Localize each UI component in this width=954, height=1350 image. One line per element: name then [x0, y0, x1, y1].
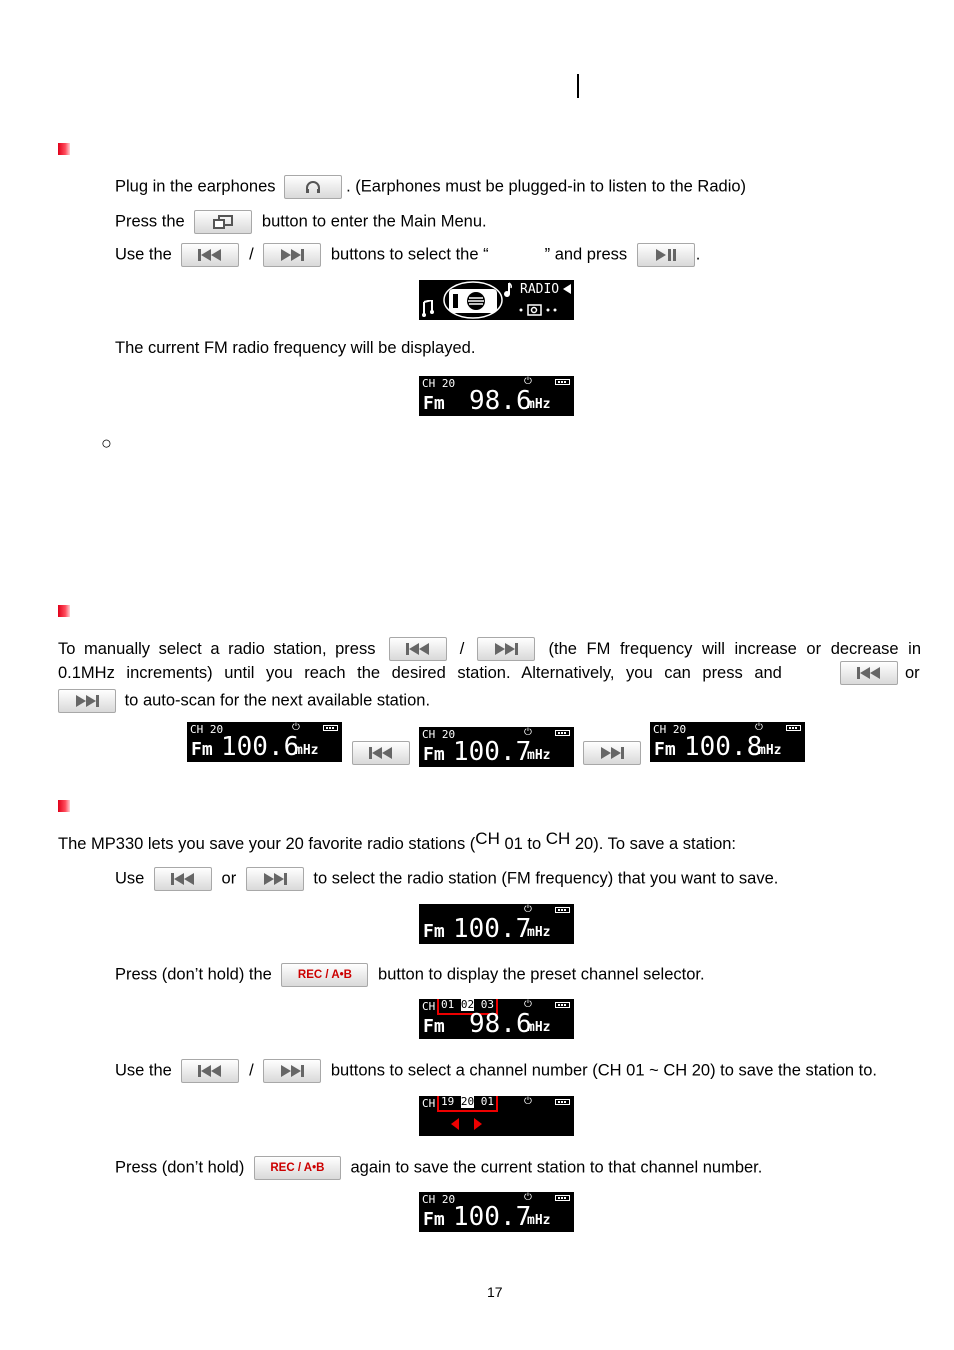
rec-ab-button [254, 1156, 341, 1180]
power-icon: ⏻ [755, 722, 763, 733]
next-icon [263, 873, 287, 885]
circle-bullet: ○ [101, 433, 112, 453]
prev-icon [198, 249, 222, 261]
step-text: button to enter the Main Menu. [261, 212, 487, 231]
next-button [477, 637, 535, 661]
lcd-preset-selector [419, 999, 574, 1039]
next-icon [280, 249, 304, 261]
rec-ab-label: REC / A•B [270, 1162, 325, 1174]
page-number: 17 [487, 1284, 503, 1300]
preset-channel-selected: 02 [460, 999, 475, 1011]
radio-icon [443, 281, 503, 319]
lcd-unit: mHz [527, 1213, 551, 1228]
section-bullet [58, 605, 70, 617]
power-icon: ⏻ [524, 904, 532, 915]
step-text: . [695, 245, 701, 264]
manual-text: to auto-scan for the next available station. [124, 691, 431, 710]
manual-line-3 [58, 689, 430, 713]
save-text: Press (don’t hold) the [115, 965, 272, 984]
next-icon [280, 1065, 304, 1077]
manual-text: 0.1MHz increments) until you reach the desired station. Alternatively, you can press and [58, 664, 782, 682]
arrow-left-icon [563, 284, 571, 294]
lcd-unit: mHz [527, 748, 551, 763]
power-icon: ⏻ [524, 376, 532, 387]
prev-icon [198, 1065, 222, 1077]
lcd-saved-station [419, 1192, 574, 1232]
lcd-unit: mHz [295, 743, 319, 758]
save-step-1 [115, 867, 778, 891]
step-text: buttons to select the “ [330, 245, 489, 264]
lcd-channel: CH 20 [422, 1193, 456, 1206]
next-button [246, 867, 304, 891]
music-note-icon [421, 300, 435, 318]
next-button [58, 689, 116, 713]
camera-icon [519, 302, 559, 316]
step-text: ” and press [544, 245, 628, 264]
next-button [263, 243, 321, 267]
prev-button [154, 867, 212, 891]
note-icon [503, 282, 513, 298]
lcd-unit: mHz [758, 743, 782, 758]
preset-selector [437, 1096, 498, 1112]
save-text: 01 to [499, 835, 546, 853]
earphone-button [284, 175, 342, 199]
lcd-current-frequency [419, 376, 574, 416]
manual-text: (the FM frequency will increase or decrease in [548, 640, 921, 658]
play-pause-icon [655, 249, 677, 261]
lcd-channel: CH 20 [422, 377, 456, 390]
section-bullet [58, 143, 70, 155]
prev-icon [369, 747, 393, 759]
lcd-channel-select [419, 1096, 574, 1136]
save-text: again to save the current station to that channel number. [350, 1158, 763, 1177]
save-ch: CH [545, 829, 571, 848]
radio-label: RADIO [520, 282, 560, 297]
lcd-frequency: 100.6 [221, 732, 300, 762]
lcd-frequency: 100.7 [453, 1202, 532, 1232]
save-text: buttons to select a channel number (CH 01 ~ CH 20) to save the station to. [330, 1061, 878, 1080]
power-icon: ⏻ [524, 1096, 532, 1107]
battery-icon [555, 379, 570, 385]
lcd-band: Fm [191, 739, 213, 760]
battery-icon [555, 1002, 570, 1008]
save-text: to select the radio station (FM frequency) that you want to save. [313, 869, 779, 888]
save-text: 20). To save a station: [570, 835, 737, 853]
lcd-frequency: 100.7 [453, 737, 532, 767]
save-intro [58, 829, 737, 854]
save-step-4 [115, 1156, 762, 1180]
preset-channel-selected: 20 [460, 1096, 475, 1108]
lcd-frequency: 98.6 [469, 386, 532, 416]
power-icon: ⏻ [292, 722, 300, 733]
lcd-frequency: 100.8 [684, 732, 763, 762]
save-text: Press (don’t hold) [115, 1158, 245, 1177]
lcd-save-frequency [419, 904, 574, 944]
manual-line-2 [58, 663, 921, 683]
manual-text: or [905, 664, 920, 682]
save-step-2 [115, 963, 705, 987]
lcd-unit: mHz [527, 925, 551, 940]
save-text: Use [115, 869, 145, 888]
step-frequency-displayed: The current FM radio frequency will be displayed. [115, 339, 476, 357]
next-icon [75, 695, 99, 707]
slash: / [249, 1061, 254, 1080]
lcd-channel: CH [422, 1000, 436, 1013]
step-text: Use the [115, 245, 172, 264]
battery-icon [555, 1099, 570, 1105]
next-button [583, 741, 641, 765]
save-step-3 [115, 1059, 877, 1083]
slash: / [249, 245, 254, 264]
header-divider [577, 74, 579, 98]
lcd-band: Fm [654, 739, 676, 760]
lcd-band: Fm [423, 921, 445, 942]
prev-button [389, 637, 447, 661]
battery-icon [555, 730, 570, 736]
next-button [263, 1059, 321, 1083]
lcd-band: Fm [423, 1209, 445, 1230]
prev-button [840, 661, 898, 685]
lcd-channel: CH 20 [422, 728, 456, 741]
prev-button [181, 243, 239, 267]
power-icon: ⏻ [524, 999, 532, 1010]
lcd-channel: CH [422, 1097, 436, 1110]
lcd-unit: mHz [527, 397, 551, 412]
menu-button [194, 210, 252, 234]
lcd-frequency: 100.7 [453, 914, 532, 944]
lcd-frequency: 98.6 [469, 1009, 532, 1039]
manual-text: To manually select a radio station, press [58, 640, 376, 658]
prev-button [352, 741, 410, 765]
power-icon: ⏻ [524, 727, 532, 738]
battery-icon [555, 1195, 570, 1201]
preset-channel: 01 [441, 999, 455, 1011]
radio-menu-screen [419, 280, 574, 320]
section-bullet [58, 800, 70, 812]
lcd-band: Fm [423, 744, 445, 765]
step-text: Plug in the earphones [115, 177, 276, 196]
step-text: Press the [115, 212, 185, 231]
prev-button [181, 1059, 239, 1083]
preset-channel: 03 [480, 999, 494, 1011]
prev-icon [406, 643, 430, 655]
prev-icon [857, 667, 881, 679]
menu-icon [212, 215, 234, 229]
battery-icon [323, 725, 338, 731]
lcd-channel: CH 20 [653, 723, 687, 736]
save-text: button to display the preset channel selector. [378, 965, 705, 984]
save-ch: CH [475, 829, 500, 848]
slash: / [459, 640, 465, 658]
prev-icon [171, 873, 195, 885]
rec-ab-button [281, 963, 368, 987]
power-icon: ⏻ [524, 1192, 532, 1203]
preset-channel: 19 [441, 1096, 455, 1108]
step-select-radio [115, 243, 700, 267]
arrow-left-icon [451, 1118, 459, 1130]
save-text: or [221, 869, 237, 888]
next-icon [494, 643, 518, 655]
manual-line-1 [58, 637, 921, 661]
lcd-frequency-1006 [187, 722, 342, 762]
battery-icon [786, 725, 801, 731]
arrow-right-icon [474, 1118, 482, 1130]
battery-icon [555, 907, 570, 913]
save-text: The MP330 lets you save your 20 favorite radio stations ( [58, 835, 476, 853]
save-text: Use the [115, 1061, 172, 1080]
play-pause-button [637, 243, 695, 267]
headphones-icon [304, 180, 322, 194]
step-press-menu [115, 210, 487, 234]
next-icon [600, 747, 624, 759]
rec-ab-label: REC / A•B [297, 969, 352, 981]
lcd-frequency-1007 [419, 727, 574, 767]
lcd-unit: mHz [527, 1020, 551, 1035]
step-text: . (Earphones must be plugged-in to listen to the Radio) [346, 177, 747, 196]
lcd-frequency-1008 [650, 722, 805, 762]
lcd-band: Fm [423, 393, 445, 414]
preset-channel: 01 [480, 1096, 494, 1108]
lcd-band: Fm [423, 1016, 445, 1037]
step-plug-earphones [115, 175, 746, 199]
lcd-channel: CH 20 [190, 723, 224, 736]
